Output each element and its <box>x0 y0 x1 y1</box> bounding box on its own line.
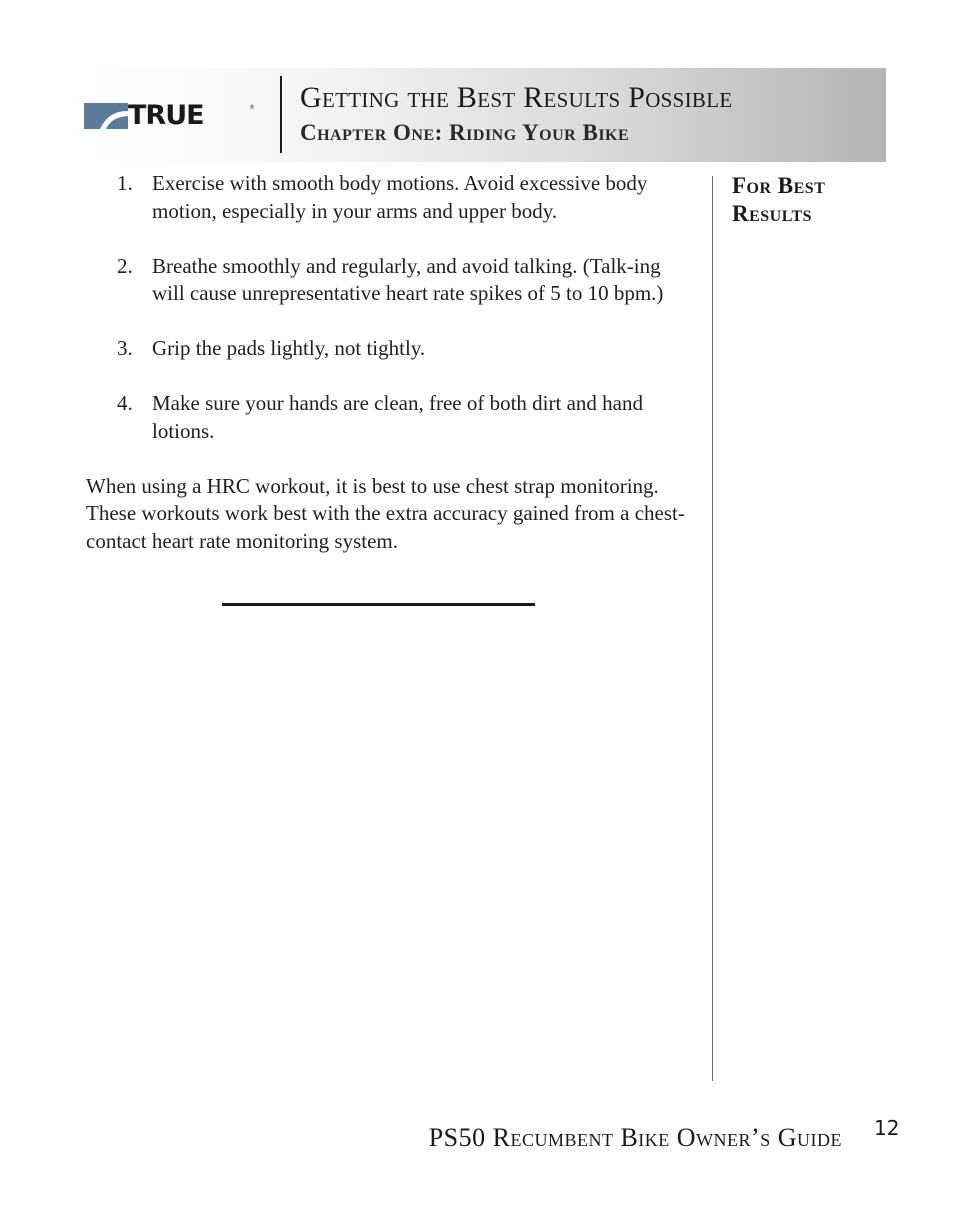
chapter-title: Chapter One: Riding Your Bike <box>300 120 630 145</box>
list-item-number: 2. <box>117 253 133 278</box>
sidebar-divider <box>712 176 713 1081</box>
brand-logo <box>84 100 255 131</box>
list-item-number: 4. <box>117 391 133 415</box>
section-end-rule <box>222 603 535 606</box>
brand-logo-text: TRUE <box>128 100 204 131</box>
true-logo-arc-icon <box>84 103 128 129</box>
list-item-text: Make sure your hands are clean, free of both dirt and hand lotions. <box>152 391 643 443</box>
list-item <box>86 253 698 308</box>
trademark-mark: ® <box>249 104 255 111</box>
header-divider <box>280 76 282 153</box>
hrc-note-paragraph: When using a HRC workout, it is best to use chest strap monitoring. These workouts work best with the extra accuracy gained from a chest-contact heart rate monitoring system. <box>86 473 685 553</box>
sidebar-heading: For Best Results <box>732 173 826 226</box>
footer-guide-title: PS50 Recumbent Bike Owner’s Guide <box>428 1123 842 1152</box>
list-item <box>86 390 698 445</box>
list-item-text: Breathe smoothly and regularly, and avoid talking. (Talk-ing will cause unrepresentative heart rate spikes of 5 to 10 bpm.) <box>152 253 664 305</box>
list-item-number: 3. <box>117 336 133 360</box>
main-content <box>86 170 698 555</box>
list-item <box>86 170 698 225</box>
list-item <box>86 335 698 363</box>
list-item-number: 1. <box>117 171 133 195</box>
tips-list <box>86 170 698 445</box>
list-item-text: Exercise with smooth body motions. Avoid excessive body motion, especially in your arms and upper body. <box>152 171 648 223</box>
list-item-text: Grip the pads lightly, not tightly. <box>152 336 426 360</box>
page-title: Getting the Best Results Possible <box>300 81 733 114</box>
page-number: 12 <box>874 1116 900 1140</box>
